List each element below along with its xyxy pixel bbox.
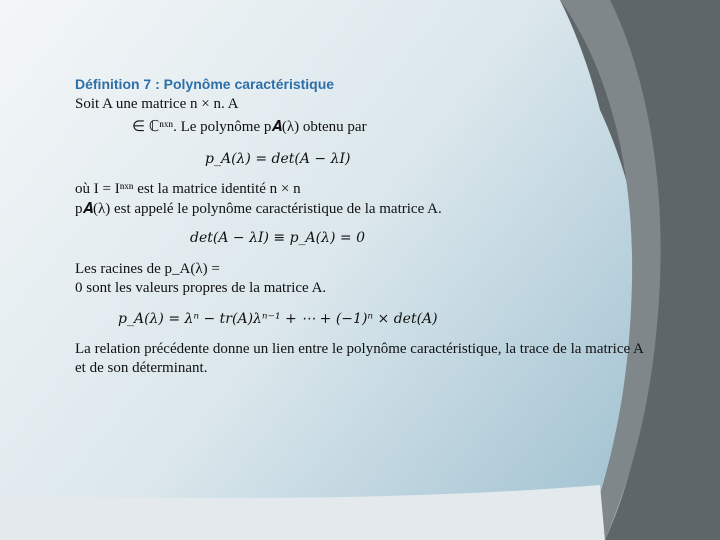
definition-title: Définition 7 : Polynôme caractéristique: [75, 76, 335, 92]
text-line-4: p𝑨(λ) est appelé le polynôme caractéristique de la matrice A.: [75, 201, 442, 217]
text-line-8: et de son déterminant.: [75, 360, 208, 376]
equation-expansion: p_A(λ) = λⁿ − tr(A)λⁿ⁻¹ + ⋯ + (−1)ⁿ × det(A): [118, 311, 438, 327]
text-line-1: Soit A une matrice n × n. A: [75, 96, 239, 112]
text-line-7: La relation précédente donne un lien entre le polynôme caractéristique, la trace de la matrice A: [75, 341, 644, 357]
equation-determinant-zero: det(A − λI) ≡ p_A(λ) = 0: [190, 230, 365, 246]
equation-characteristic-polynomial: p_A(λ) = det(A − λI): [205, 151, 351, 167]
text-line-6: 0 sont les valeurs propres de la matrice A.: [75, 280, 327, 296]
text-line-2: ∈ ℂⁿˣⁿ. Le polynôme p𝑨(λ) obtenu par: [132, 119, 367, 135]
text-line-3: où I = Iⁿˣⁿ est la matrice identité n × n: [75, 181, 301, 197]
text-line-5: Les racines de p_A(λ) =: [75, 261, 220, 277]
